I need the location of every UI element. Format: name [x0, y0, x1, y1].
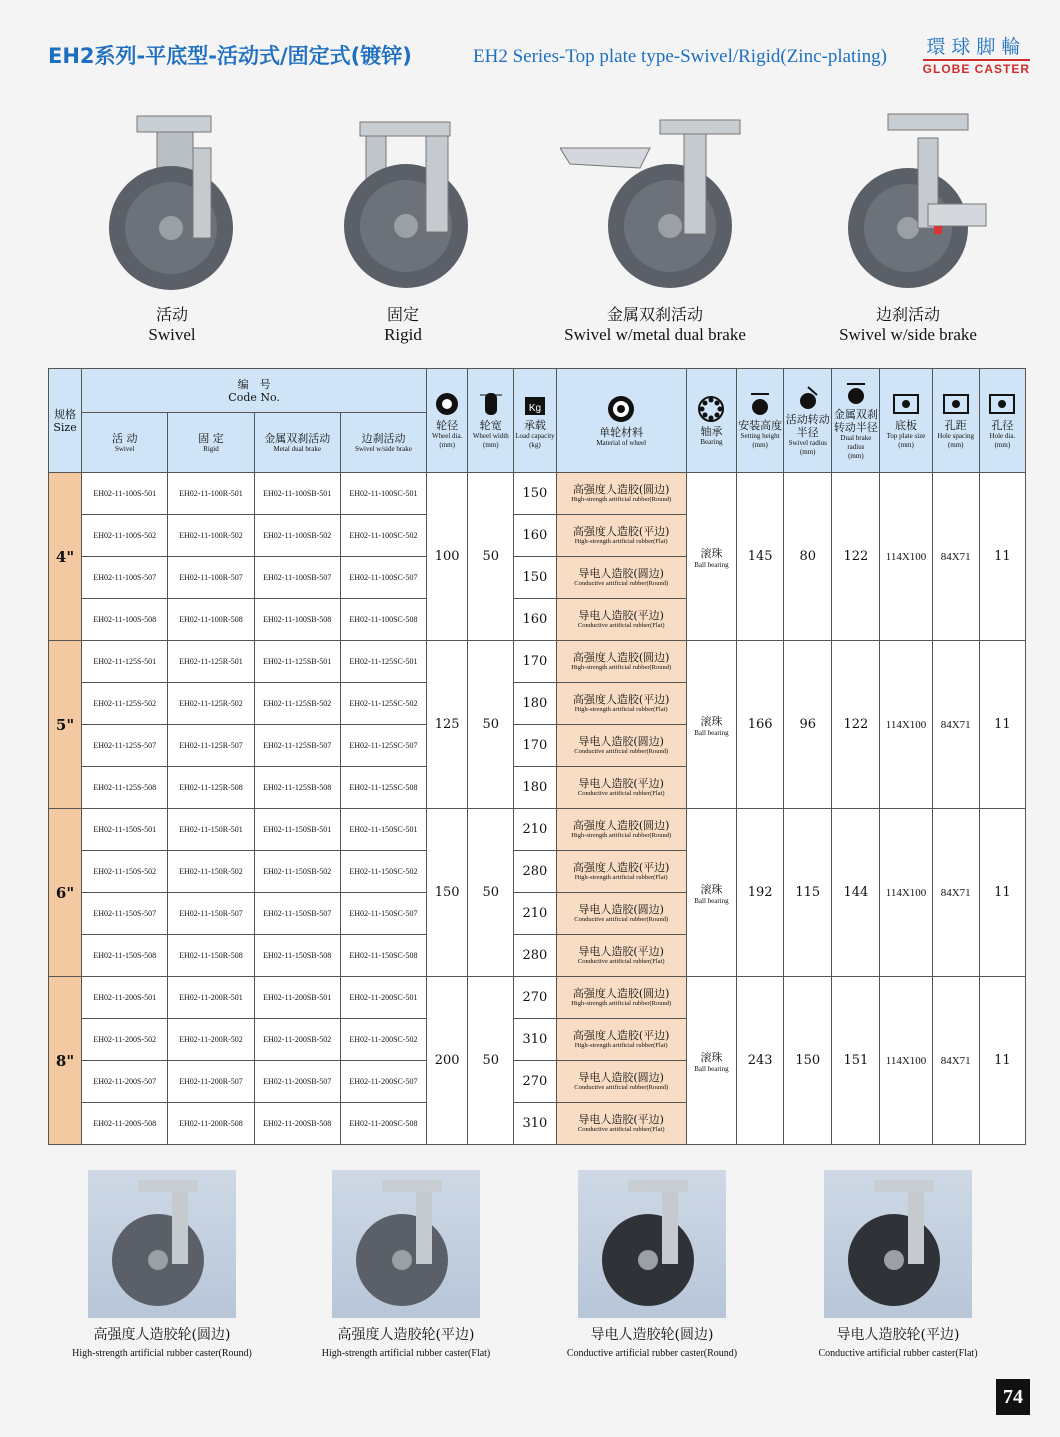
size-cell: 6"	[49, 809, 82, 977]
bearing-cell	[686, 641, 736, 809]
load-cell: 210	[514, 893, 556, 935]
brand-name-en: GLOBE CASTER	[923, 59, 1030, 76]
setting-height-icon	[747, 391, 773, 417]
bearing-icon	[697, 395, 725, 423]
spacing-header: 孔距 Hole spacing (mm)	[932, 369, 979, 473]
code-cell: EH02-11-125SC-507	[340, 725, 426, 767]
material-cell	[556, 809, 686, 851]
code-cell: EH02-11-100SC-501	[340, 473, 426, 515]
bearing-cn: 滚珠	[700, 882, 723, 896]
dual-radius-cell: 122	[832, 641, 880, 809]
load-cell: 160	[514, 599, 556, 641]
code-cell: EH02-11-100S-502	[82, 515, 168, 557]
material-cell	[556, 473, 686, 515]
radius-header: 活动转动半径 Swivel radius (mm)	[784, 369, 832, 473]
bottom-photo-card	[42, 1170, 282, 1359]
material-cell	[556, 515, 686, 557]
material-cn: 高强度人造胶(圆边)	[572, 650, 670, 664]
wheel-material-icon	[606, 394, 636, 424]
code-cell: EH02-11-150SB-508	[254, 935, 340, 977]
caster-rigid-image	[328, 108, 478, 298]
code-cell: EH02-11-100SB-508	[254, 599, 340, 641]
bottom-label-cn: 导电人造胶轮(平边)	[836, 1327, 960, 1343]
code-cell: EH02-11-100S-508	[82, 599, 168, 641]
height-cell: 243	[737, 977, 784, 1145]
code-cell: EH02-11-150R-507	[168, 893, 254, 935]
photo-card-metal-dual-brake	[555, 108, 755, 345]
code-cell: EH02-11-200SC-502	[340, 1019, 426, 1061]
wheel-width-cell: 50	[468, 977, 514, 1145]
brand-name-cn: 環球脚輪	[926, 36, 1027, 58]
material-en: Conductive artificial rubber(Round)	[574, 579, 669, 587]
code-cell: EH02-11-200R-502	[168, 1019, 254, 1061]
bottom-label-en: Conductive artificial rubber caster(Flat)	[818, 1348, 978, 1359]
radius-cell: 80	[784, 473, 832, 641]
bearing-cn: 滚珠	[700, 714, 723, 728]
dual-brake-radius-icon	[843, 380, 869, 406]
photo-label-cn: 活动	[155, 305, 188, 324]
material-header: 单轮材料 Material of wheel	[556, 369, 686, 473]
hole-cell: 11	[979, 809, 1025, 977]
code-cell: EH02-11-125S-508	[82, 767, 168, 809]
code-cell: EH02-11-150R-501	[168, 809, 254, 851]
table-row	[49, 473, 1026, 515]
load-cell: 150	[514, 557, 556, 599]
code-cell: EH02-11-125R-508	[168, 767, 254, 809]
material-cell	[556, 683, 686, 725]
height-header: 安装高度 Setting height (mm)	[737, 369, 784, 473]
bearing-cell	[686, 473, 736, 641]
wheel-dia-cell: 125	[427, 641, 468, 809]
code-cell: EH02-11-125SB-507	[254, 725, 340, 767]
wheel-dia-cell: 150	[427, 809, 468, 977]
material-cn: 高强度人造胶(平边)	[572, 1028, 670, 1042]
plate-header: 底板 Top plate size (mm)	[880, 369, 932, 473]
size-cell: 4"	[49, 473, 82, 641]
code-cell: EH02-11-100R-508	[168, 599, 254, 641]
bearing-cn: 滚珠	[700, 546, 723, 560]
material-en: Conductive artificial rubber(Flat)	[577, 621, 665, 629]
material-cn: 高强度人造胶(圆边)	[572, 482, 670, 496]
code-cell: EH02-11-200S-508	[82, 1103, 168, 1145]
bearing-en: Ball bearing	[694, 560, 729, 569]
photo-card-side-brake	[808, 108, 1008, 345]
code-cell: EH02-11-150S-501	[82, 809, 168, 851]
table-row	[49, 809, 1026, 851]
code-cell: EH02-11-125SB-501	[254, 641, 340, 683]
spec-table-body	[49, 473, 1026, 1145]
load-cell: 170	[514, 725, 556, 767]
hole-header: 孔径 Hole dia. (mm)	[979, 369, 1025, 473]
dual-radius-cell: 144	[832, 809, 880, 977]
weight-icon	[522, 391, 548, 417]
code-cell: EH02-11-150R-502	[168, 851, 254, 893]
bearing-cn: 滚珠	[700, 1050, 723, 1064]
code-cell: EH02-11-125SC-501	[340, 641, 426, 683]
material-cell	[556, 977, 686, 1019]
height-cell: 192	[737, 809, 784, 977]
code-cell: EH02-11-200R-507	[168, 1061, 254, 1103]
swivel-radius-icon	[795, 385, 821, 411]
photo-card-rigid	[303, 108, 503, 345]
code-cell: EH02-11-200R-501	[168, 977, 254, 1019]
code-cell: EH02-11-125S-502	[82, 683, 168, 725]
col-side-brake-header: 边刹活动 Swivel w/side brake	[340, 413, 426, 473]
code-cell: EH02-11-150SB-502	[254, 851, 340, 893]
svg-text:Kg: Kg	[528, 403, 542, 414]
brand-logo	[923, 32, 1030, 76]
page-number: 74	[996, 1379, 1030, 1415]
load-cell: 280	[514, 851, 556, 893]
code-cell: EH02-11-100SC-502	[340, 515, 426, 557]
material-cn: 导电人造胶(平边)	[578, 1112, 664, 1126]
code-cell: EH02-11-100SB-501	[254, 473, 340, 515]
table-header-row	[49, 369, 1026, 413]
code-cell: EH02-11-150SC-502	[340, 851, 426, 893]
code-cell: EH02-11-150SC-501	[340, 809, 426, 851]
code-cell: EH02-11-200S-507	[82, 1061, 168, 1103]
wheel-dia-cell: 100	[427, 473, 468, 641]
code-cell: EH02-11-125R-507	[168, 725, 254, 767]
radius-cell: 150	[784, 977, 832, 1145]
material-en: High-strength artificial rubber(Flat)	[574, 705, 668, 713]
code-cell: EH02-11-125SB-508	[254, 767, 340, 809]
radius-cell: 96	[784, 641, 832, 809]
code-cell: EH02-11-150SB-507	[254, 893, 340, 935]
wheel-width-cell: 50	[468, 473, 514, 641]
code-cell: EH02-11-150R-508	[168, 935, 254, 977]
material-en: Conductive artificial rubber(Flat)	[577, 789, 665, 797]
bearing-header: 轴承 Bearing	[686, 369, 736, 473]
code-cell: EH02-11-125R-501	[168, 641, 254, 683]
wheel-width-icon	[478, 391, 504, 417]
code-cell: EH02-11-200SB-507	[254, 1061, 340, 1103]
photo-label-en: Rigid	[384, 325, 422, 344]
bottom-label-cn: 高强度人造胶轮(圆边)	[93, 1327, 231, 1343]
code-cell: EH02-11-150S-507	[82, 893, 168, 935]
code-cell: EH02-11-150SB-501	[254, 809, 340, 851]
material-cn: 高强度人造胶(圆边)	[572, 818, 670, 832]
radius-cell: 115	[784, 809, 832, 977]
table-row	[49, 977, 1026, 1019]
table-row	[49, 641, 1026, 683]
code-cell: EH02-11-125S-501	[82, 641, 168, 683]
load-cell: 270	[514, 1061, 556, 1103]
material-cell	[556, 725, 686, 767]
material-cell	[556, 1019, 686, 1061]
wheel-dia-header: 轮径 Wheel dia. (mm)	[427, 369, 468, 473]
material-en: Conductive artificial rubber(Round)	[574, 915, 669, 923]
load-cell: 170	[514, 641, 556, 683]
spacing-cell: 84X71	[932, 977, 979, 1145]
code-cell: EH02-11-200SC-507	[340, 1061, 426, 1103]
code-cell: EH02-11-200SC-508	[340, 1103, 426, 1145]
code-cell: EH02-11-200SB-501	[254, 977, 340, 1019]
plate-cell: 114X100	[880, 977, 932, 1145]
code-cell: EH02-11-125S-507	[82, 725, 168, 767]
code-cell: EH02-11-100S-507	[82, 557, 168, 599]
wheel-width-cell: 50	[468, 641, 514, 809]
code-cell: EH02-11-100R-507	[168, 557, 254, 599]
plate-cell: 114X100	[880, 809, 932, 977]
material-cell	[556, 893, 686, 935]
wheel-dia-icon	[434, 391, 460, 417]
material-en: Conductive artificial rubber(Flat)	[577, 957, 665, 965]
material-en: High-strength artificial rubber(Flat)	[574, 873, 668, 881]
hole-cell: 11	[979, 473, 1025, 641]
code-cell: EH02-11-200S-502	[82, 1019, 168, 1061]
bearing-cell	[686, 977, 736, 1145]
material-en: High-strength artificial rubber(Round)	[571, 999, 672, 1007]
bearing-en: Ball bearing	[694, 728, 729, 737]
conductive-flat-image	[824, 1170, 972, 1318]
bearing-en: Ball bearing	[694, 896, 729, 905]
caster-dual-brake-image	[560, 108, 750, 298]
caster-round-image	[88, 1170, 236, 1318]
material-cn: 导电人造胶(圆边)	[578, 734, 664, 748]
code-cell: EH02-11-100SB-507	[254, 557, 340, 599]
material-cn: 高强度人造胶(平边)	[572, 524, 670, 538]
spacing-cell: 84X71	[932, 809, 979, 977]
code-header: 编 号 Code No.	[82, 369, 427, 413]
size-cell: 8"	[49, 977, 82, 1145]
load-header: Kg 承载 Load capacity (kg)	[514, 369, 556, 473]
material-cell	[556, 935, 686, 977]
bottom-label-cn: 导电人造胶轮(圆边)	[590, 1327, 714, 1343]
material-cell	[556, 1103, 686, 1145]
photo-card-swivel	[72, 108, 272, 345]
dual-radius-cell: 151	[832, 977, 880, 1145]
material-en: High-strength artificial rubber(Flat)	[574, 537, 668, 545]
code-cell: EH02-11-200SC-501	[340, 977, 426, 1019]
col-rigid-header: 固 定 Rigid	[168, 413, 254, 473]
conductive-round-image	[578, 1170, 726, 1318]
photo-label-cn: 边刹活动	[875, 305, 940, 324]
material-cn: 导电人造胶(圆边)	[578, 566, 664, 580]
height-cell: 145	[737, 473, 784, 641]
spec-table	[48, 368, 1026, 1145]
material-cell	[556, 641, 686, 683]
material-en: Conductive artificial rubber(Flat)	[577, 1125, 665, 1133]
caster-flat-image	[332, 1170, 480, 1318]
page-title-cn: EH2系列-平底型-活动式/固定式(镀锌)	[48, 44, 412, 68]
material-cell	[556, 557, 686, 599]
top-plate-icon	[892, 391, 920, 417]
material-cn: 导电人造胶(平边)	[578, 944, 664, 958]
hole-spacing-icon	[942, 391, 970, 417]
caster-photo-row	[0, 108, 1060, 358]
load-cell: 310	[514, 1103, 556, 1145]
page-title-en: EH2 Series-Top plate type-Swivel/Rigid(Zinc-plating)	[473, 46, 887, 67]
material-en: High-strength artificial rubber(Round)	[571, 663, 672, 671]
code-cell: EH02-11-100SB-502	[254, 515, 340, 557]
bottom-photo-row	[0, 1170, 1060, 1370]
bearing-en: Ball bearing	[694, 1064, 729, 1073]
bottom-label-en: Conductive artificial rubber caster(Round)	[566, 1348, 738, 1359]
bottom-label-cn: 高强度人造胶轮(平边)	[337, 1327, 475, 1343]
code-cell: EH02-11-150SC-507	[340, 893, 426, 935]
photo-label-en: Swivel w/metal dual brake	[564, 325, 746, 344]
spacing-cell: 84X71	[932, 473, 979, 641]
caster-swivel-image	[97, 108, 247, 298]
code-cell: EH02-11-125SB-502	[254, 683, 340, 725]
size-header: 规格 Size	[49, 369, 82, 473]
spacing-cell: 84X71	[932, 641, 979, 809]
height-cell: 166	[737, 641, 784, 809]
material-en: High-strength artificial rubber(Round)	[571, 495, 672, 503]
material-en: Conductive artificial rubber(Round)	[574, 747, 669, 755]
material-en: High-strength artificial rubber(Flat)	[574, 1041, 668, 1049]
code-cell: EH02-11-125R-502	[168, 683, 254, 725]
material-cn: 导电人造胶(圆边)	[578, 902, 664, 916]
plate-cell: 114X100	[880, 473, 932, 641]
material-cn: 导电人造胶(平边)	[578, 608, 664, 622]
material-cell	[556, 1061, 686, 1103]
load-cell: 150	[514, 473, 556, 515]
dual-radius-header: 金属双刹转动半径 Dual brake radius (mm)	[832, 369, 880, 473]
page-header	[40, 36, 1030, 76]
bottom-photo-card	[532, 1170, 772, 1359]
material-cn: 高强度人造胶(平边)	[572, 860, 670, 874]
wheel-width-header: 轮宽 Wheel width (mm)	[468, 369, 514, 473]
load-cell: 180	[514, 683, 556, 725]
photo-label-cn: 固定	[386, 305, 419, 324]
col-dual-brake-header: 金属双刹活动 Metal dual brake	[254, 413, 340, 473]
wheel-dia-cell: 200	[427, 977, 468, 1145]
code-cell: EH02-11-200SB-508	[254, 1103, 340, 1145]
material-en: High-strength artificial rubber(Round)	[571, 831, 672, 839]
size-cell: 5"	[49, 641, 82, 809]
dual-radius-cell: 122	[832, 473, 880, 641]
hole-cell: 11	[979, 977, 1025, 1145]
wheel-width-cell: 50	[468, 809, 514, 977]
load-cell: 160	[514, 515, 556, 557]
bottom-label-en: High-strength artificial rubber caster(Round)	[72, 1348, 252, 1359]
code-cell: EH02-11-150S-502	[82, 851, 168, 893]
load-cell: 310	[514, 1019, 556, 1061]
code-cell: EH02-11-200R-508	[168, 1103, 254, 1145]
code-cell: EH02-11-200SB-502	[254, 1019, 340, 1061]
caster-side-brake-image	[828, 108, 988, 298]
material-cn: 高强度人造胶(平边)	[572, 692, 670, 706]
material-cn: 高强度人造胶(圆边)	[572, 986, 670, 1000]
code-cell: EH02-11-100SC-507	[340, 557, 426, 599]
code-cell: EH02-11-125SC-508	[340, 767, 426, 809]
material-cell	[556, 599, 686, 641]
load-cell: 180	[514, 767, 556, 809]
bottom-photo-card	[286, 1170, 526, 1359]
code-cell: EH02-11-125SC-502	[340, 683, 426, 725]
code-cell: EH02-11-100SC-508	[340, 599, 426, 641]
bearing-cell	[686, 809, 736, 977]
col-swivel-header: 活 动 Swivel	[82, 413, 168, 473]
code-cell: EH02-11-200S-501	[82, 977, 168, 1019]
hole-dia-icon	[988, 391, 1016, 417]
material-en: Conductive artificial rubber(Round)	[574, 1083, 669, 1091]
material-cn: 导电人造胶(平边)	[578, 776, 664, 790]
material-cn: 导电人造胶(圆边)	[578, 1070, 664, 1084]
plate-cell: 114X100	[880, 641, 932, 809]
code-cell: EH02-11-150SC-508	[340, 935, 426, 977]
code-cell: EH02-11-150S-508	[82, 935, 168, 977]
load-cell: 280	[514, 935, 556, 977]
code-cell: EH02-11-100R-502	[168, 515, 254, 557]
bottom-label-en: High-strength artificial rubber caster(Flat)	[321, 1348, 491, 1359]
code-cell: EH02-11-100S-501	[82, 473, 168, 515]
photo-label-cn: 金属双刹活动	[606, 305, 703, 324]
code-cell: EH02-11-100R-501	[168, 473, 254, 515]
bottom-photo-card	[778, 1170, 1018, 1359]
photo-label-en: Swivel	[148, 325, 196, 344]
photo-label-en: Swivel w/side brake	[839, 325, 977, 344]
material-cell	[556, 851, 686, 893]
load-cell: 270	[514, 977, 556, 1019]
material-cell	[556, 767, 686, 809]
load-cell: 210	[514, 809, 556, 851]
hole-cell: 11	[979, 641, 1025, 809]
